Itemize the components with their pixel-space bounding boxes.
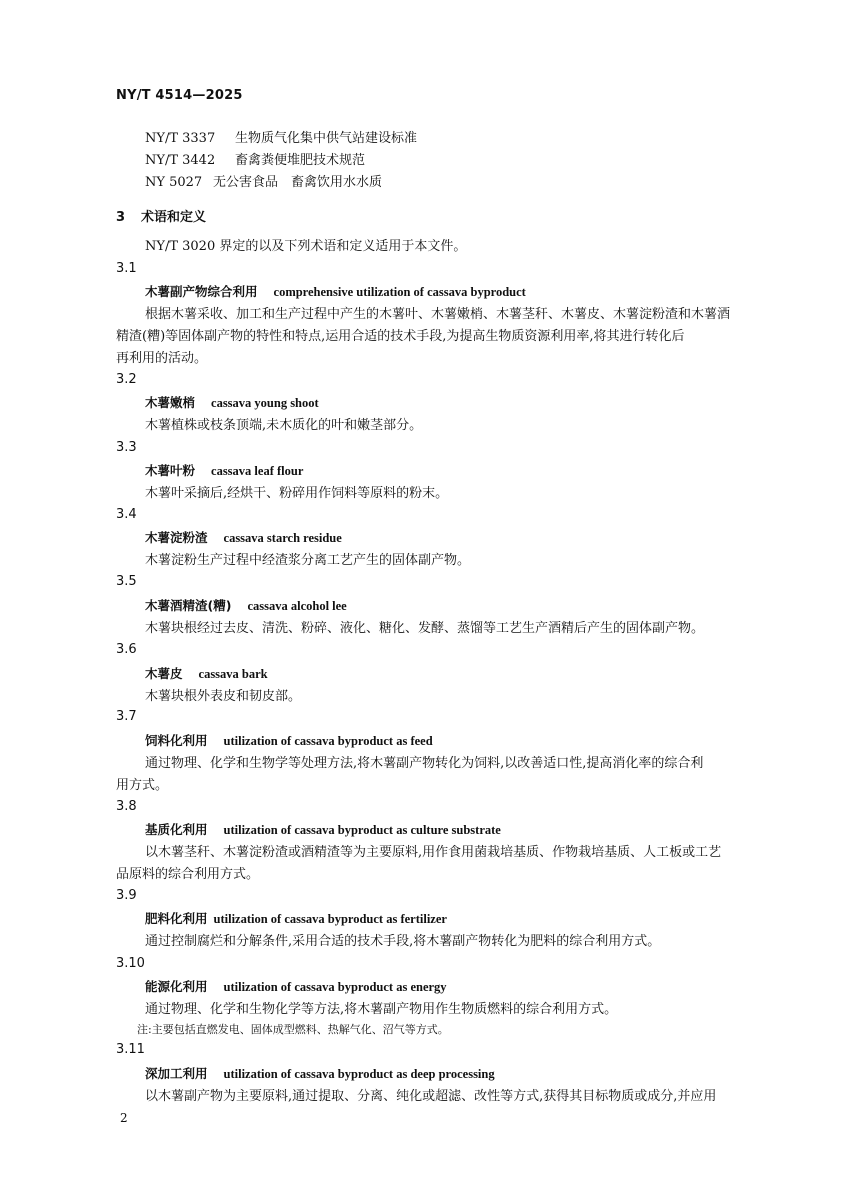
section-title: 术语和定义 (141, 210, 207, 225)
reference-title: 生物质气化集中供气站建设标准 (235, 131, 418, 146)
reference-code: NY/T 3337 (145, 131, 216, 146)
term-definition-line: 精渣(糟)等固体副产物的特性和特点,运用合适的技术手段,为提高生物质资源利用率,将其进行转化后 (116, 329, 685, 344)
term-note: 注:主要包括直燃发电、固体成型燃料、热解气化、沼气等方式。 (137, 1023, 449, 1036)
term-en: cassava starch residue (223, 531, 342, 545)
term-number: 3.9 (116, 888, 137, 903)
term-number: 3.7 (116, 709, 137, 724)
reference-code: NY 5027 (145, 175, 203, 190)
term-zh: 肥料化利用 (145, 911, 208, 926)
term-definition-line: 品原料的综合利用方式。 (116, 867, 260, 882)
term-zh: 木薯淀粉渣 (145, 530, 208, 545)
term-heading (145, 596, 347, 614)
term-number: 3.1 (116, 261, 137, 276)
term-en: cassava leaf flour (211, 464, 304, 478)
reference-item (145, 127, 417, 146)
term-definition-line: 通过控制腐烂和分解条件,采用合适的技术手段,将木薯副产物转化为肥料的综合利用方式。 (145, 934, 661, 949)
term-en: utilization of cassava byproduct as energy (223, 980, 447, 994)
term-number: 3.10 (116, 956, 145, 971)
term-en: cassava young shoot (211, 396, 319, 410)
term-heading (145, 1064, 495, 1082)
term-definition-line: 木薯植株或枝条顶端,未木质化的叶和嫩茎部分。 (145, 418, 423, 433)
term-definition-line: 用方式。 (116, 778, 169, 793)
term-heading (145, 664, 268, 682)
term-heading (145, 282, 526, 300)
term-number: 3.3 (116, 440, 137, 455)
term-definition-line: 根据木薯采收、加工和生产过程中产生的木薯叶、木薯嫩梢、木薯茎秆、木薯皮、木薯淀粉渣和木薯酒 (145, 307, 731, 322)
term-heading (145, 528, 342, 546)
term-number: 3.4 (116, 507, 137, 522)
term-heading (145, 731, 433, 749)
term-definition-line: 木薯叶采摘后,经烘干、粉碎用作饲料等原料的粉末。 (145, 486, 449, 501)
reference-code: NY/T 3442 (145, 153, 216, 168)
term-number: 3.5 (116, 574, 137, 589)
term-definition-line: 以木薯茎秆、木薯淀粉渣或酒精渣等为主要原料,用作食用菌栽培基质、作物栽培基质、人工板或工艺 (145, 845, 722, 860)
term-en: utilization of cassava byproduct as culture substrate (223, 823, 501, 837)
term-number: 3.6 (116, 642, 137, 657)
term-en: cassava bark (198, 667, 268, 681)
term-zh: 基质化利用 (145, 822, 208, 837)
section-heading (116, 206, 206, 225)
reference-title: 无公害食品 畜禽饮用水水质 (213, 175, 383, 190)
term-number: 3.11 (116, 1042, 145, 1057)
term-zh: 木薯叶粉 (145, 463, 196, 478)
term-zh: 饲料化利用 (145, 733, 208, 748)
term-en: cassava alcohol lee (247, 599, 347, 613)
term-zh: 深加工利用 (145, 1066, 208, 1081)
section-intro: NY/T 3020 界定的以及下列术语和定义适用于本文件。 (145, 239, 467, 254)
term-zh: 木薯副产物综合利用 (145, 284, 258, 299)
term-en: utilization of cassava byproduct as deep processing (223, 1067, 495, 1081)
term-definition-line: 再利用的活动。 (116, 351, 208, 366)
term-definition-line: 通过物理、化学和生物学等处理方法,将木薯副产物转化为饲料,以改善适口性,提高消化率的综合利 (145, 756, 704, 771)
document-header: NY/T 4514—2025 (116, 88, 243, 103)
term-zh: 木薯酒精渣(糟) (145, 598, 232, 613)
term-number: 3.2 (116, 372, 137, 387)
reference-item (145, 149, 365, 168)
term-zh: 木薯嫩梢 (145, 395, 196, 410)
term-en: utilization of cassava byproduct as feed (223, 734, 433, 748)
term-definition-line: 以木薯副产物为主要原料,通过提取、分离、纯化或超滤、改性等方式,获得其目标物质或成分,并应用 (145, 1089, 717, 1104)
reference-item (145, 171, 382, 190)
term-definition-line: 木薯淀粉生产过程中经渣浆分离工艺产生的固体副产物。 (145, 553, 471, 568)
reference-title: 畜禽粪便堆肥技术规范 (235, 153, 366, 168)
term-number: 3.8 (116, 799, 137, 814)
term-zh: 木薯皮 (145, 666, 183, 681)
term-en: utilization of cassava byproduct as fertilizer (213, 912, 447, 926)
term-heading (145, 977, 447, 995)
term-definition-line: 木薯块根经过去皮、清洗、粉碎、液化、糖化、发酵、蒸馏等工艺生产酒精后产生的固体副产物。 (145, 621, 705, 636)
section-number: 3 (116, 210, 126, 225)
term-en: comprehensive utilization of cassava byproduct (273, 285, 526, 299)
term-heading (145, 909, 447, 927)
term-definition-line: 木薯块根外表皮和韧皮部。 (145, 689, 302, 704)
term-heading (145, 461, 303, 479)
term-definition-line: 通过物理、化学和生物化学等方法,将木薯副产物用作生物质燃料的综合利用方式。 (145, 1002, 618, 1017)
page-number: 2 (120, 1111, 128, 1125)
term-heading (145, 393, 319, 411)
term-heading (145, 820, 501, 838)
term-zh: 能源化利用 (145, 979, 208, 994)
